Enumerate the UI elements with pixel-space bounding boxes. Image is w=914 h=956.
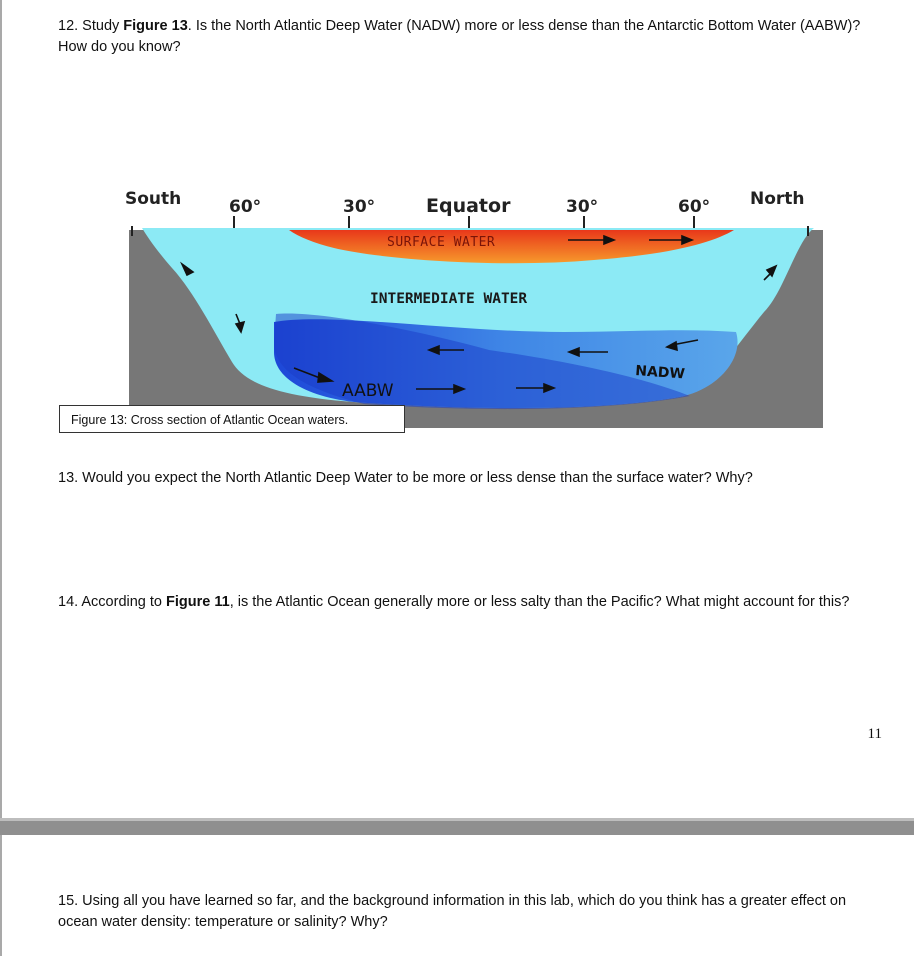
label-60-north: 60° (678, 197, 711, 217)
label-equator: Equator (426, 195, 511, 217)
figure-11-reference: Figure 11 (166, 594, 230, 610)
question-14-suffix: , is the Atlantic Ocean generally more or less salty than the Pacific? What might account for this? (229, 594, 850, 610)
question-15: 15. Using all you have learned so far, and the background information in this lab, which do you think has a greater effect on ocean water density: temperature or salinity? Why? (58, 893, 847, 930)
label-north: North (750, 189, 805, 209)
question-14 (58, 592, 888, 613)
page-gap (0, 821, 914, 835)
label-30-south: 30° (343, 197, 376, 217)
page-11 (2, 0, 914, 818)
label-nadw: NADW (634, 363, 686, 383)
label-south: South (125, 189, 182, 209)
label-30-north: 30° (566, 197, 599, 217)
question-12-prefix: 12. Study (58, 18, 124, 34)
page-12 (2, 835, 914, 956)
figure-13-caption: Figure 13: Cross section of Atlantic Ocean waters. (59, 405, 405, 433)
label-intermediate-water: INTERMEDIATE WATER (370, 291, 528, 307)
question-12 (58, 16, 888, 58)
question-12-suffix: . Is the North Atlantic Deep Water (NADW) more or less dense than the Antarctic Bottom Water (AABW)? How do you know? (58, 18, 861, 55)
label-aabw: AABW (342, 381, 394, 401)
label-60-south: 60° (229, 197, 262, 217)
label-surface-water: SURFACE WATER (387, 235, 496, 250)
atlantic-cross-section-figure (124, 182, 824, 428)
question-14-prefix: 14. According to (58, 594, 167, 610)
question-13: 13. Would you expect the North Atlantic Deep Water to be more or less dense than the surface water? Why? (58, 470, 753, 486)
page-number: 11 (867, 726, 882, 742)
figure-13-reference: Figure 13 (123, 18, 188, 34)
